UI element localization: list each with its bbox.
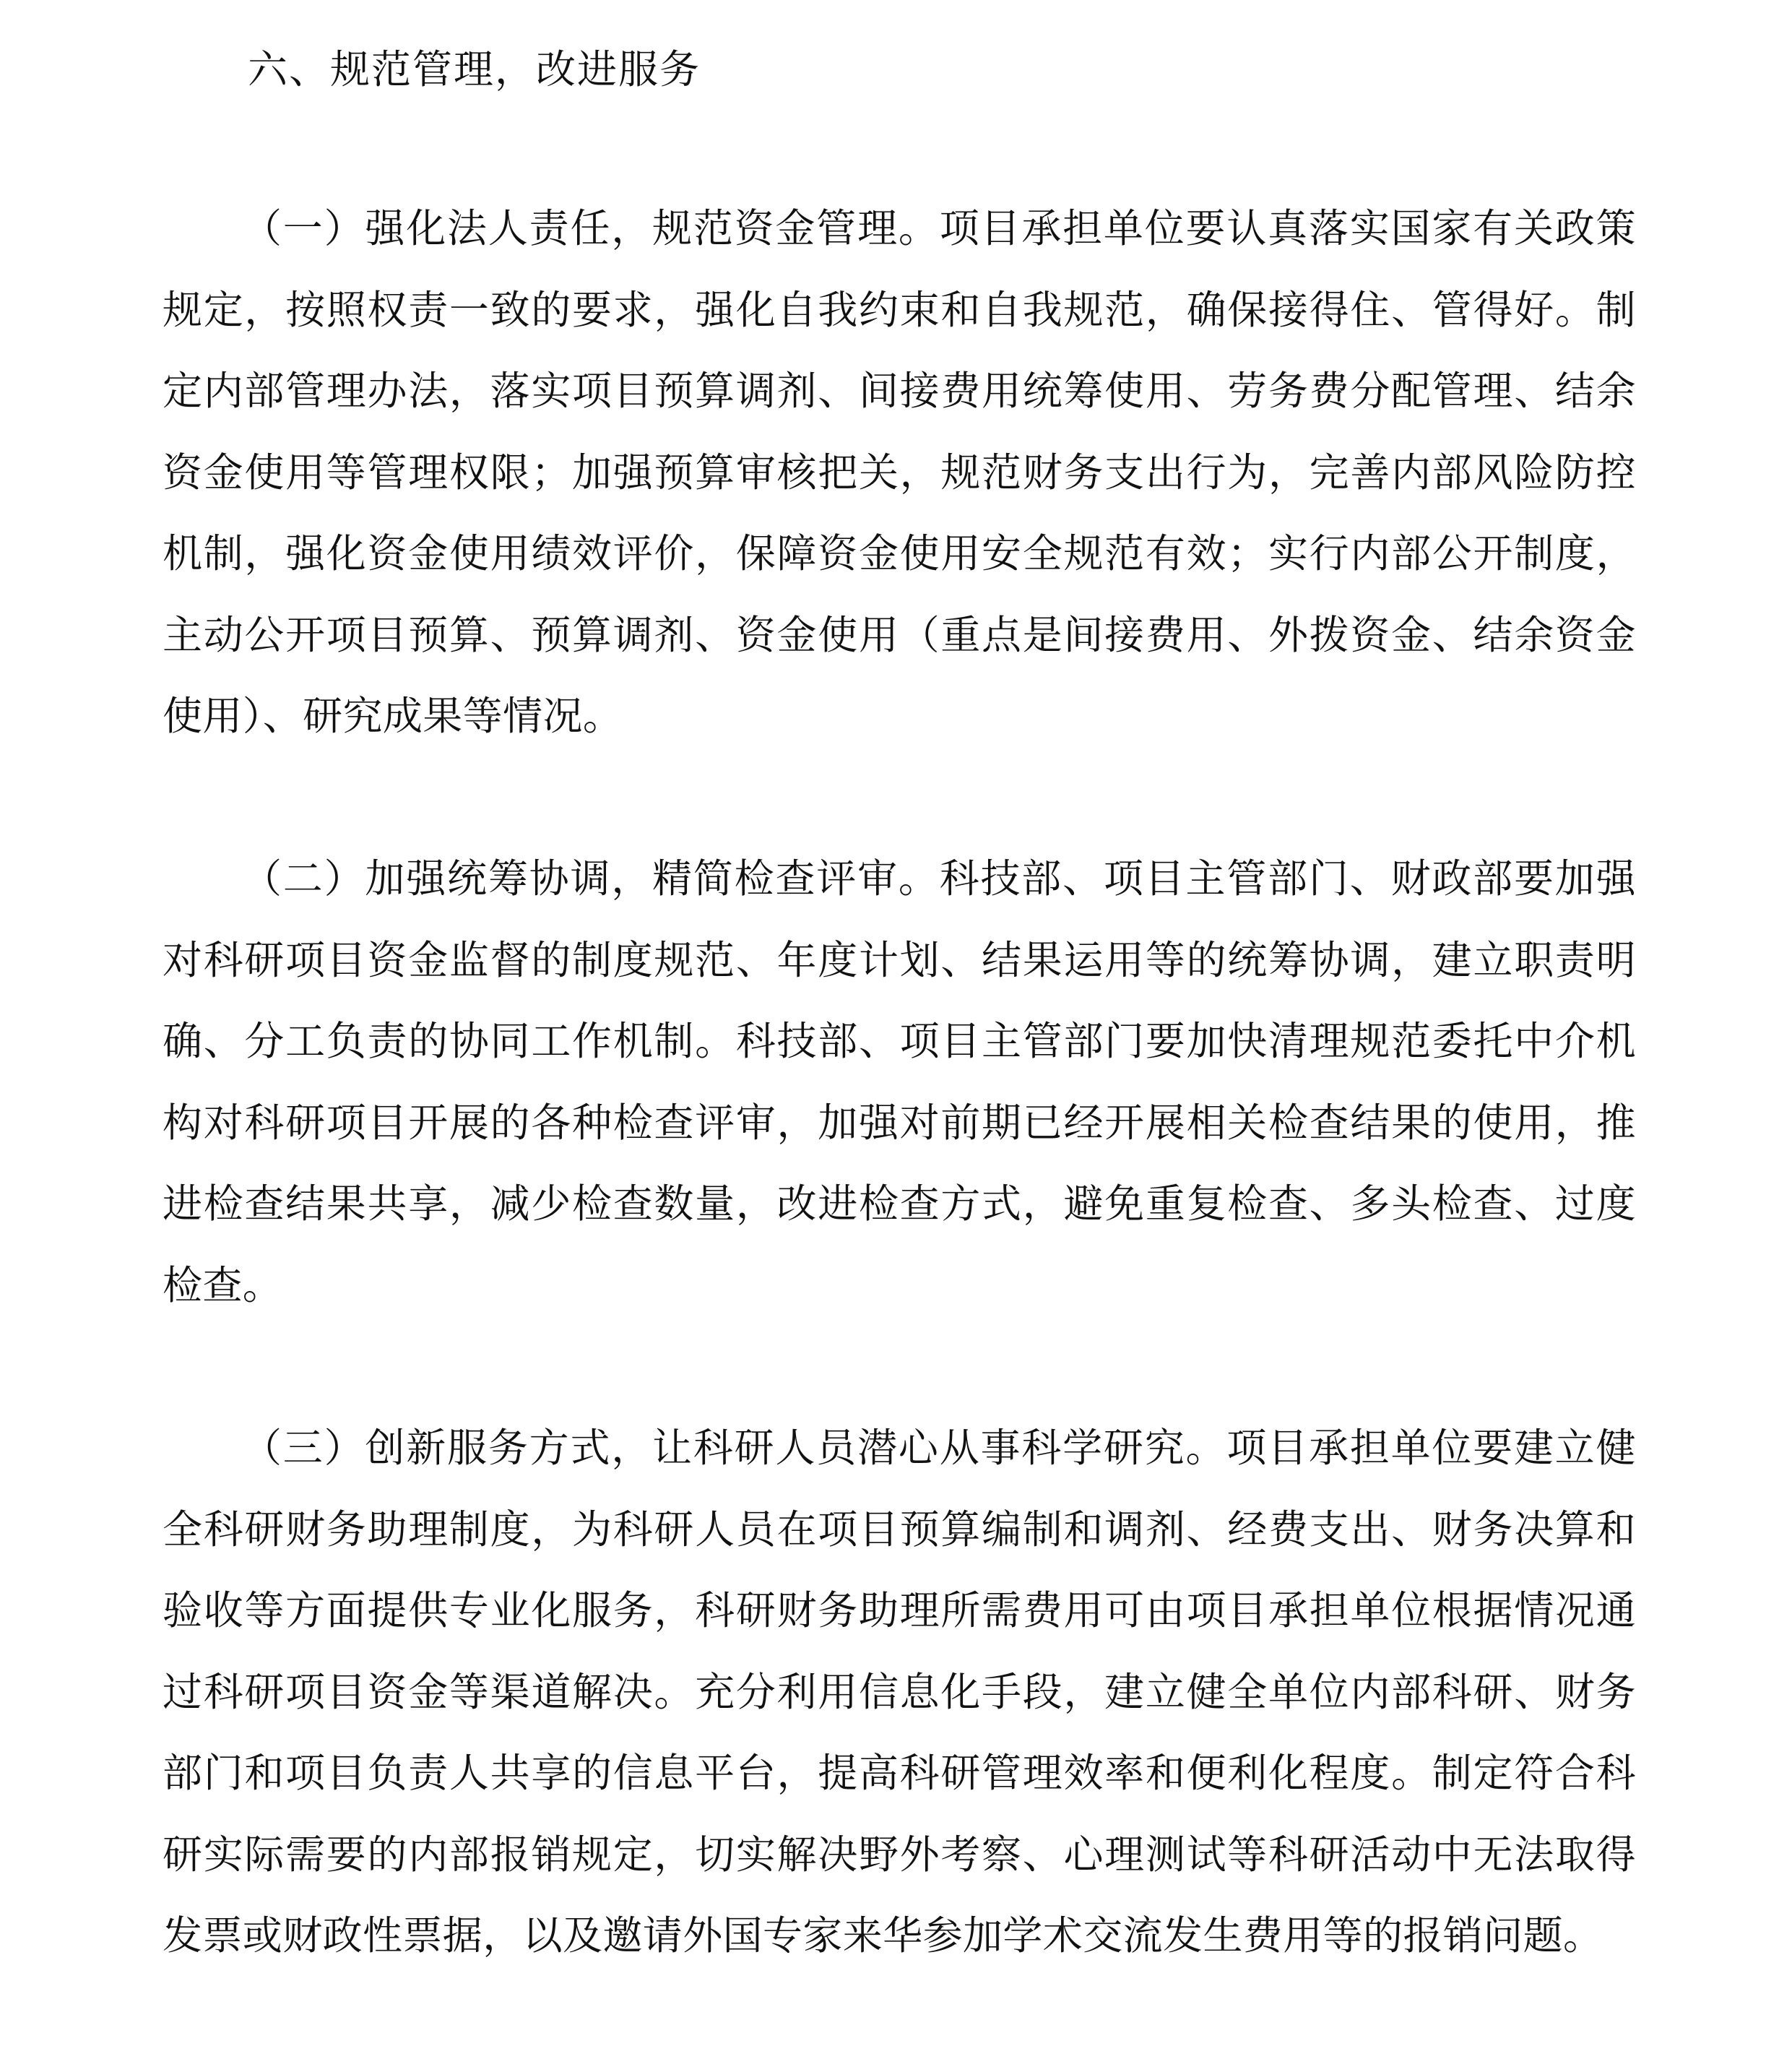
- paragraph-1: （一）强化法人责任，规范资金管理。项目承担单位要认真落实国家有关政策规定，按照权责一致的要求，强化自我约束和自我规范，确保接得住、管得好。制定内部管理办法，落实项目预算调剂、间接费用统筹使用、劳务费分配管理、结余资金使用等管理权限；加强预算审核把关，规范财务支出行为，完善内部风险防控机制，强化资金使用绩效评价，保障资金使用安全规范有效；实行内部公开制度，主动公开项目预算、预算调剂、资金使用（重点是间接费用、外拨资金、结余资金使用）、研究成果等情况。: [163, 205, 1636, 739]
- paragraph-2: （二）加强统筹协调，精简检查评审。科技部、项目主管部门、财政部要加强对科研项目资金监督的制度规范、年度计划、结果运用等的统筹协调，建立职责明确、分工负责的协同工作机制。科技部、项目主管部门要加快清理规范委托中介机构对科研项目开展的各种检查评审，加强对前期已经开展相关检查结果的使用，推进检查结果共享，减少检查数量，改进检查方式，避免重复检查、多头检查、过度检查。: [163, 855, 1636, 1308]
- paragraph-3: （三）创新服务方式，让科研人员潜心从事科学研究。项目承担单位要建立健全科研财务助理制度，为科研人员在项目预算编制和调剂、经费支出、财务决算和验收等方面提供专业化服务，科研财务助理所需费用可由项目承担单位根据情况通过科研项目资金等渠道解决。充分利用信息化手段，建立健全单位内部科研、财务部门和项目负责人共享的信息平台，提高科研管理效率和便利化程度。制定符合科研实际需要的内部报销规定，切实解决野外考察、心理测试等科研活动中无法取得发票或财政性票据，以及邀请外国专家来华参加学术交流发生费用等的报销问题。: [163, 1425, 1636, 1959]
- section-heading: 六、规范管理，改进服务: [248, 46, 701, 92]
